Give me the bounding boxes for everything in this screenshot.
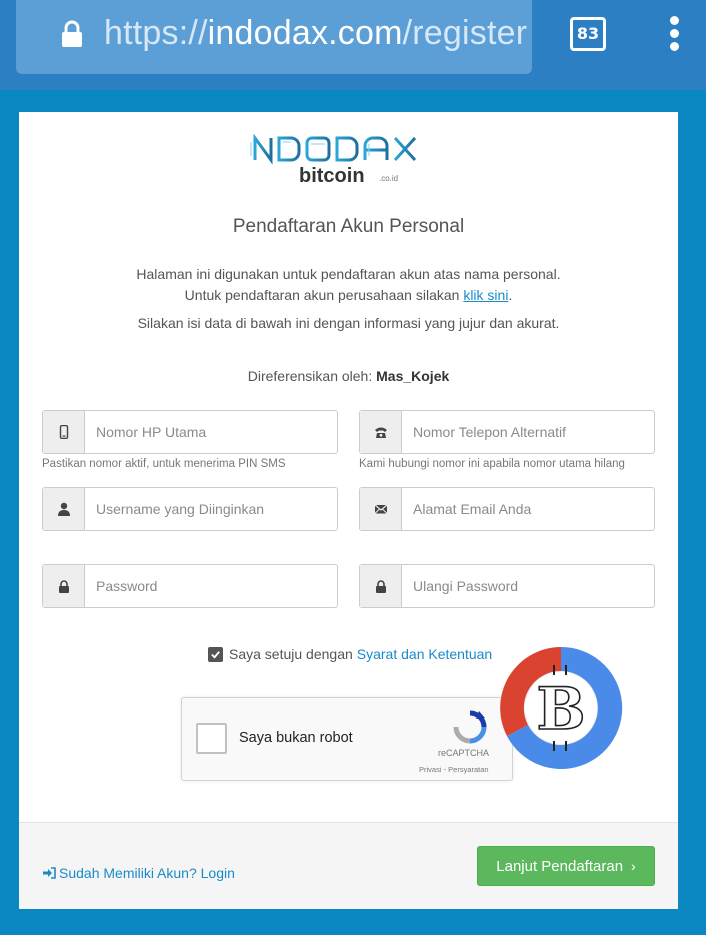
url-host: indodax.com — [207, 14, 403, 52]
mobile-phone-icon — [43, 411, 85, 453]
intro-text — [19, 264, 678, 306]
email-field — [359, 487, 655, 531]
intro-line-1: Halaman ini digunakan untuk pendaftaran akun atas nama personal. — [136, 266, 561, 282]
lock-icon — [43, 565, 85, 607]
intro-line-2-prefix: Untuk pendaftaran akun perusahaan silakan — [184, 287, 460, 303]
login-link-label: Sudah Memiliki Akun? Login — [59, 865, 235, 881]
lock-icon — [60, 20, 84, 48]
logo-bitcoin-text: bitcoin — [299, 165, 365, 187]
password-input[interactable] — [85, 565, 337, 607]
company-registration-link[interactable]: klik sini — [463, 287, 509, 303]
checkmark-icon — [210, 649, 221, 660]
overflow-menu-icon[interactable] — [668, 16, 680, 52]
continue-registration-label: Lanjut Pendaftaran — [496, 857, 624, 875]
referral-name: Mas_Kojek — [376, 368, 450, 384]
telephone-icon — [360, 411, 402, 453]
url-scheme: https:// — [104, 14, 208, 52]
recaptcha-logo-icon — [452, 710, 488, 744]
terms-text: Saya setuju dengan — [229, 646, 353, 662]
url-text — [104, 14, 527, 53]
alt-phone-help: Kami hubungi nomor ini apabila nomor utama hilang — [359, 458, 625, 470]
recaptcha-widget — [181, 697, 513, 781]
phone-help: Pastikan nomor aktif, untuk menerima PIN SMS — [42, 458, 286, 470]
registration-card — [19, 112, 678, 909]
svg-text:B: B — [536, 675, 586, 743]
email-input[interactable] — [402, 488, 654, 530]
indodax-logo — [243, 134, 453, 188]
terms-checkbox[interactable] — [208, 647, 223, 662]
username-input[interactable] — [85, 488, 337, 530]
password-field — [42, 564, 338, 608]
card-footer — [19, 822, 678, 909]
intro-line-3: Silakan isi data di bawah ini dengan informasi yang jujur dan akurat. — [137, 315, 560, 331]
page-title: Pendaftaran Akun Personal — [232, 216, 465, 237]
recaptcha-brand: reCAPTCHA — [438, 748, 490, 758]
phone-input[interactable] — [85, 411, 337, 453]
sign-in-icon — [43, 867, 56, 879]
password-repeat-input[interactable] — [402, 565, 654, 607]
referral-info — [19, 368, 678, 384]
url-path: /register — [402, 14, 528, 52]
continue-registration-button[interactable] — [477, 846, 655, 886]
recaptcha-label: Saya bukan robot — [239, 730, 353, 746]
chevron-right-icon: › — [631, 858, 636, 874]
recaptcha-checkbox[interactable] — [196, 723, 227, 754]
browser-toolbar — [0, 0, 706, 90]
alt-phone-field — [359, 410, 655, 454]
alt-phone-input[interactable] — [402, 411, 654, 453]
address-bar[interactable] — [16, 0, 532, 74]
password-repeat-field — [359, 564, 655, 608]
tab-count-button[interactable]: 83 — [570, 17, 606, 51]
terms-agreement — [208, 646, 492, 662]
username-field — [42, 487, 338, 531]
referral-label: Direferensikan oleh: — [247, 368, 373, 384]
svg-text:.co.id: .co.id — [379, 174, 399, 183]
login-link[interactable] — [43, 865, 235, 881]
phone-field — [42, 410, 338, 454]
lock-icon — [360, 565, 402, 607]
envelope-icon — [360, 488, 402, 530]
bitcoin-icon — [488, 643, 634, 773]
recaptcha-privacy-links[interactable]: Privasi - Persyaratan — [419, 765, 489, 774]
intro-line-2 — [19, 285, 678, 306]
intro-line-2-suffix: . — [508, 287, 513, 303]
user-icon — [43, 488, 85, 530]
terms-link[interactable]: Syarat dan Ketentuan — [356, 646, 493, 662]
